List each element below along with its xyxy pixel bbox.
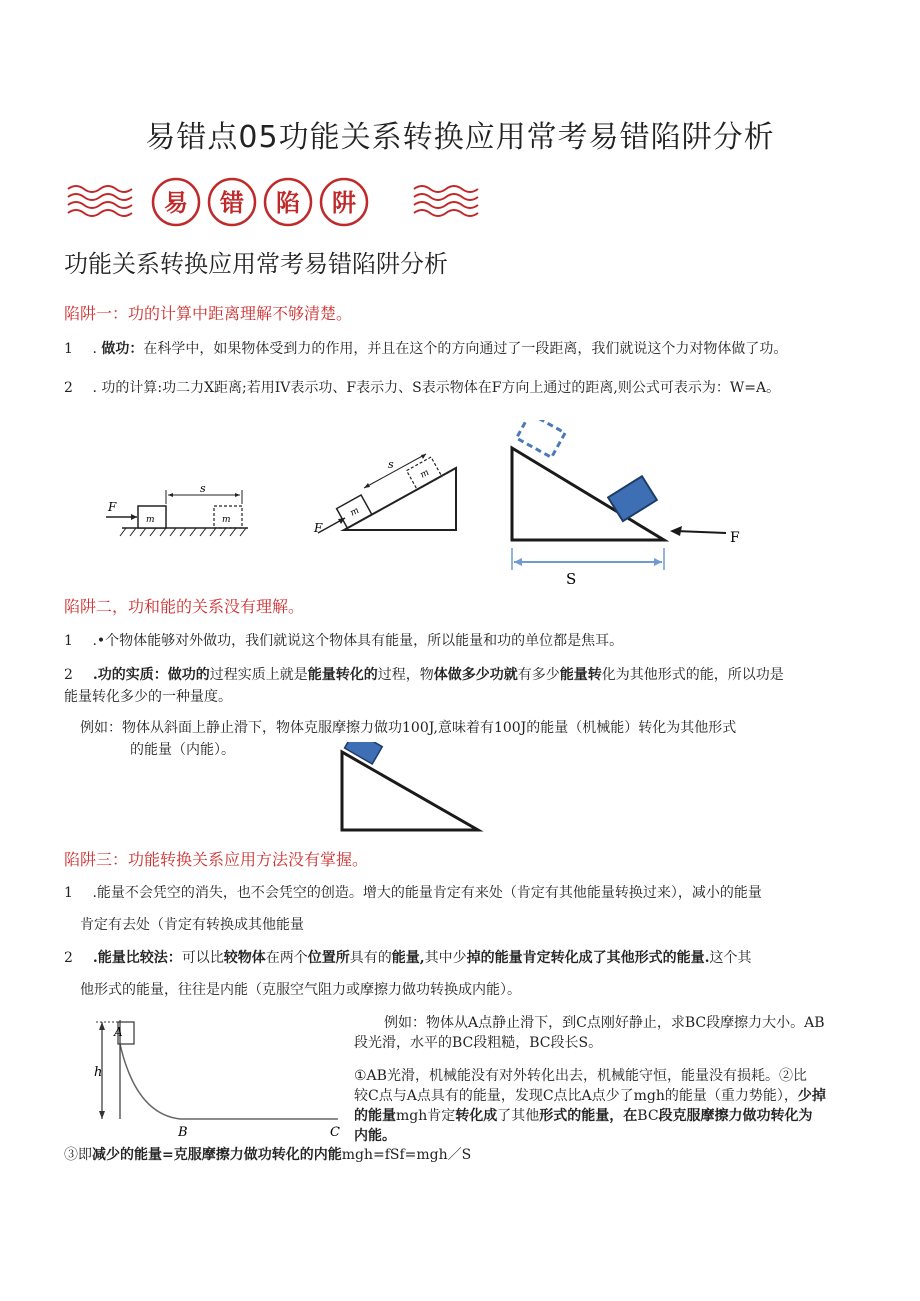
trap2-heading: 陷阱二，功和能的关系没有理解。 <box>64 597 305 616</box>
banner-char: 易 <box>164 189 188 217</box>
text-run: 较物体 <box>223 950 266 966</box>
text-run: 形式的能量，在 <box>539 1108 638 1124</box>
trap2-paragraph-2 <box>64 664 784 686</box>
right-wave-ornament <box>414 186 478 216</box>
text-run: 少掉 <box>797 1088 826 1104</box>
figure-incline-force-f <box>498 420 748 592</box>
trap1-paragraph-1: 1 . 做功：在科学中，如果物体受到力的作用，并且在这个的方向通过了一段距离，我们就说这个力对物体做了功。 <box>64 338 787 360</box>
trap-banner <box>64 175 488 229</box>
trap2-example-line-1: 例如：物体从斜面上静止滑下，物体克服摩擦力做功100J,意味着有100J的能量（机械能）转化为其他形式 <box>80 720 737 736</box>
text-run: 减少的能量=克服摩擦力做功转化的内能 <box>92 1147 342 1163</box>
text-run: 做功的 <box>167 667 210 683</box>
left-wave-ornament <box>68 186 132 216</box>
trap3-example-line-2: 段光滑，水平的BC段粗糙，BC段长S。 <box>354 1035 603 1051</box>
text-run: 可以比 <box>181 950 224 966</box>
text-run: 段克服摩擦力做功转化为 <box>658 1108 813 1124</box>
section-subtitle: 功能关系转换应用常考易错陷阱分析 <box>64 250 448 278</box>
text-run: mgh肯定 <box>396 1108 456 1124</box>
trap3-paragraph-1: 1 .能量不会凭空的消失，也不会凭空的创造。增大的能量肯定有来处（肯定有其他能量转换过来），减小的能量 <box>64 882 762 904</box>
text-run: 能量, <box>391 950 425 966</box>
text-run: .能量比较法： <box>88 950 182 966</box>
text-run: ③即 <box>64 1147 92 1163</box>
figure-simple-incline <box>334 742 484 834</box>
text-run: 在两个 <box>265 950 308 966</box>
point-c-label: C <box>330 1125 340 1140</box>
text-run: 过程，物 <box>377 667 434 683</box>
text-run: 这个其 <box>709 950 752 966</box>
trap2-paragraph-2-cont: 能量转化多少的一种量度。 <box>64 689 232 705</box>
force-label: F <box>730 530 740 546</box>
text-run: .功的实质： <box>88 667 168 683</box>
banner-char: 阱 <box>332 189 356 217</box>
point-a-label: A <box>114 1025 123 1039</box>
mass-label: m <box>418 467 432 481</box>
trap3-example-line-4 <box>354 1085 826 1107</box>
distance-label: S <box>566 570 577 588</box>
text-run: 的能量 <box>354 1108 396 1124</box>
figure-horizontal-push <box>100 476 250 538</box>
height-label: h <box>94 1065 103 1080</box>
figure-incline-push <box>308 446 458 538</box>
text-run: 过程实质上就是 <box>209 667 308 683</box>
trap3-heading: 陷阱三：功能转换关系应用方法没有掌握。 <box>64 850 369 869</box>
distance-label: s <box>200 482 206 495</box>
force-label: F <box>108 500 117 514</box>
item-number: 2 <box>64 950 73 966</box>
item-number: 1 <box>64 633 73 649</box>
mass-label: m <box>222 515 231 525</box>
trap3-paragraph-2 <box>64 947 752 969</box>
item-number: 1 <box>64 885 73 901</box>
text-run: 其中少 <box>424 950 467 966</box>
trap3-example-line-3: ①AB光滑，机械能没有对外转化出去，机械能守恒，能量没有损耗。②比 <box>354 1068 807 1084</box>
text-run: 化为其他形式的能，所以功是 <box>601 667 784 683</box>
rich-text-line <box>88 950 752 966</box>
trap1-paragraph-2: 2 . 功的计算:功二力X距离;若用IV表示功、F表示力、S表示物体在F方向上通过的距离,则公式可表示为：W=A。 <box>64 377 780 399</box>
rich-text-line <box>88 667 784 683</box>
mass-label: m <box>146 515 155 525</box>
item-number: 2 <box>64 667 73 683</box>
trap3-example-line-5 <box>354 1105 813 1127</box>
banner-char: 陷 <box>276 189 300 217</box>
text-run: BC <box>637 1108 659 1124</box>
text-run: 了其他 <box>497 1108 540 1124</box>
text-run: 能量转化的 <box>307 667 378 683</box>
text-run: 转化成 <box>455 1108 498 1124</box>
text-run: 具有的 <box>349 950 392 966</box>
document-title: 易错点05功能关系转换应用常考易错陷阱分析 <box>145 120 775 155</box>
trap3-paragraph-2-cont: 他形式的能量，往往是内能（克服空气阻力或摩擦力做功转换成内能）。 <box>80 982 521 998</box>
trap3-paragraph-1-cont: 肯定有去处（肯定有转换成其他能量 <box>80 917 304 933</box>
figure-slide-curve <box>92 1014 346 1140</box>
banner-char: 错 <box>220 189 244 217</box>
point-b-label: B <box>178 1125 188 1140</box>
trap2-paragraph-1: 1 .•个物体能够对外做功，我们就说这个物体具有能量，所以能量和功的单位都是焦耳。 <box>64 630 623 652</box>
text-run: mgh=fSf=mgh／S <box>341 1147 472 1163</box>
text-run: 较C点与A点具有的能量，发现C点比A点少了mgh的能量（重力势能）， <box>354 1088 798 1104</box>
text-run: 能量转 <box>559 667 602 683</box>
text-run: 掉的能量肯定转化成了其他形式的能量. <box>466 950 710 966</box>
item-number: 2 <box>64 380 73 396</box>
distance-label: s <box>388 458 394 471</box>
trap2-example-line-2: 的能量（内能）。 <box>130 742 235 758</box>
trap3-example-line-1: 例如：物体从A点静止滑下，到C点刚好静止，求BC段摩擦力大小。AB <box>384 1015 825 1031</box>
item-number: 1 <box>64 341 73 357</box>
trap3-example-line-6: 内能。 <box>354 1128 396 1144</box>
mass-label: m <box>348 505 362 519</box>
text-run: 有多少 <box>517 667 560 683</box>
trap1-heading: 陷阱一：功的计算中距离理解不够清楚。 <box>64 304 353 323</box>
force-label: F <box>314 521 323 535</box>
trap3-conclusion-line <box>64 1144 471 1166</box>
text-run: 体做多少功就 <box>433 667 518 683</box>
text-run: 位置所 <box>307 950 350 966</box>
